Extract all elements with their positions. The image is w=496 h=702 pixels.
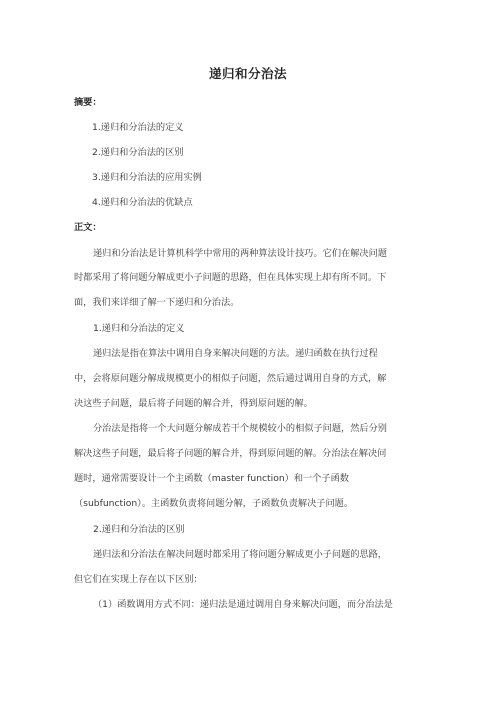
paragraph-line: 递归法和分治法在解决问题时都采用了将问题分解成更小子问题的思路， <box>93 549 387 560</box>
abstract-item: 4.递归和分治法的优缺点 <box>92 197 193 208</box>
body-heading: 正文： <box>74 222 102 233</box>
abstract-heading: 摘要： <box>74 97 102 108</box>
paragraph-line: 但它们在实现上存在以下区别： <box>74 574 203 585</box>
paragraph-line: 递归法是指在算法中调用自身来解决问题的方法。递归函数在执行过程 <box>93 348 378 359</box>
paragraph-line: （subfunction）。主函数负责将问题分解，子函数负责解决子问题。 <box>74 498 354 509</box>
paragraph-line: 中，会将原问题分解成规模更小的相似子问题，然后通过调用自身的方式，解 <box>74 373 387 384</box>
paragraph-line: 时都采用了将问题分解成更小子问题的思路，但在具体实现上却有所不同。下 <box>74 272 387 283</box>
section-heading: 2.递归和分治法的区别 <box>93 524 185 535</box>
abstract-item: 2.递归和分治法的区别 <box>92 147 184 158</box>
paragraph-line: 题时，通常需要设计一个主函数（master function）和一个子函数 <box>74 473 349 484</box>
section-heading: 1.递归和分治法的定义 <box>93 323 185 334</box>
paragraph-line: 分治法是指将一个大问题分解成若干个规模较小的相似子问题，然后分别 <box>93 423 387 434</box>
document-title: 递归和分治法 <box>208 66 287 81</box>
paragraph-line: 递归和分治法是计算机科学中常用的两种算法设计技巧。它们在解决问题 <box>93 248 387 259</box>
abstract-item: 3.递归和分治法的应用实例 <box>92 172 202 183</box>
paragraph-line: 面，我们来详细了解一下递归和分治法。 <box>74 297 240 308</box>
paragraph-line: （1）函数调用方式不同：递归法是通过调用自身来解决问题，而分治法是 <box>93 599 393 610</box>
abstract-item: 1.递归和分治法的定义 <box>92 122 184 133</box>
paragraph-line: 决这些子问题，最后将子问题的解合并，得到原问题的解。 <box>74 398 313 409</box>
paragraph-line: 解决这些子问题，最后将子问题的解合并，得到原问题的解。分治法在解决问 <box>74 448 387 459</box>
